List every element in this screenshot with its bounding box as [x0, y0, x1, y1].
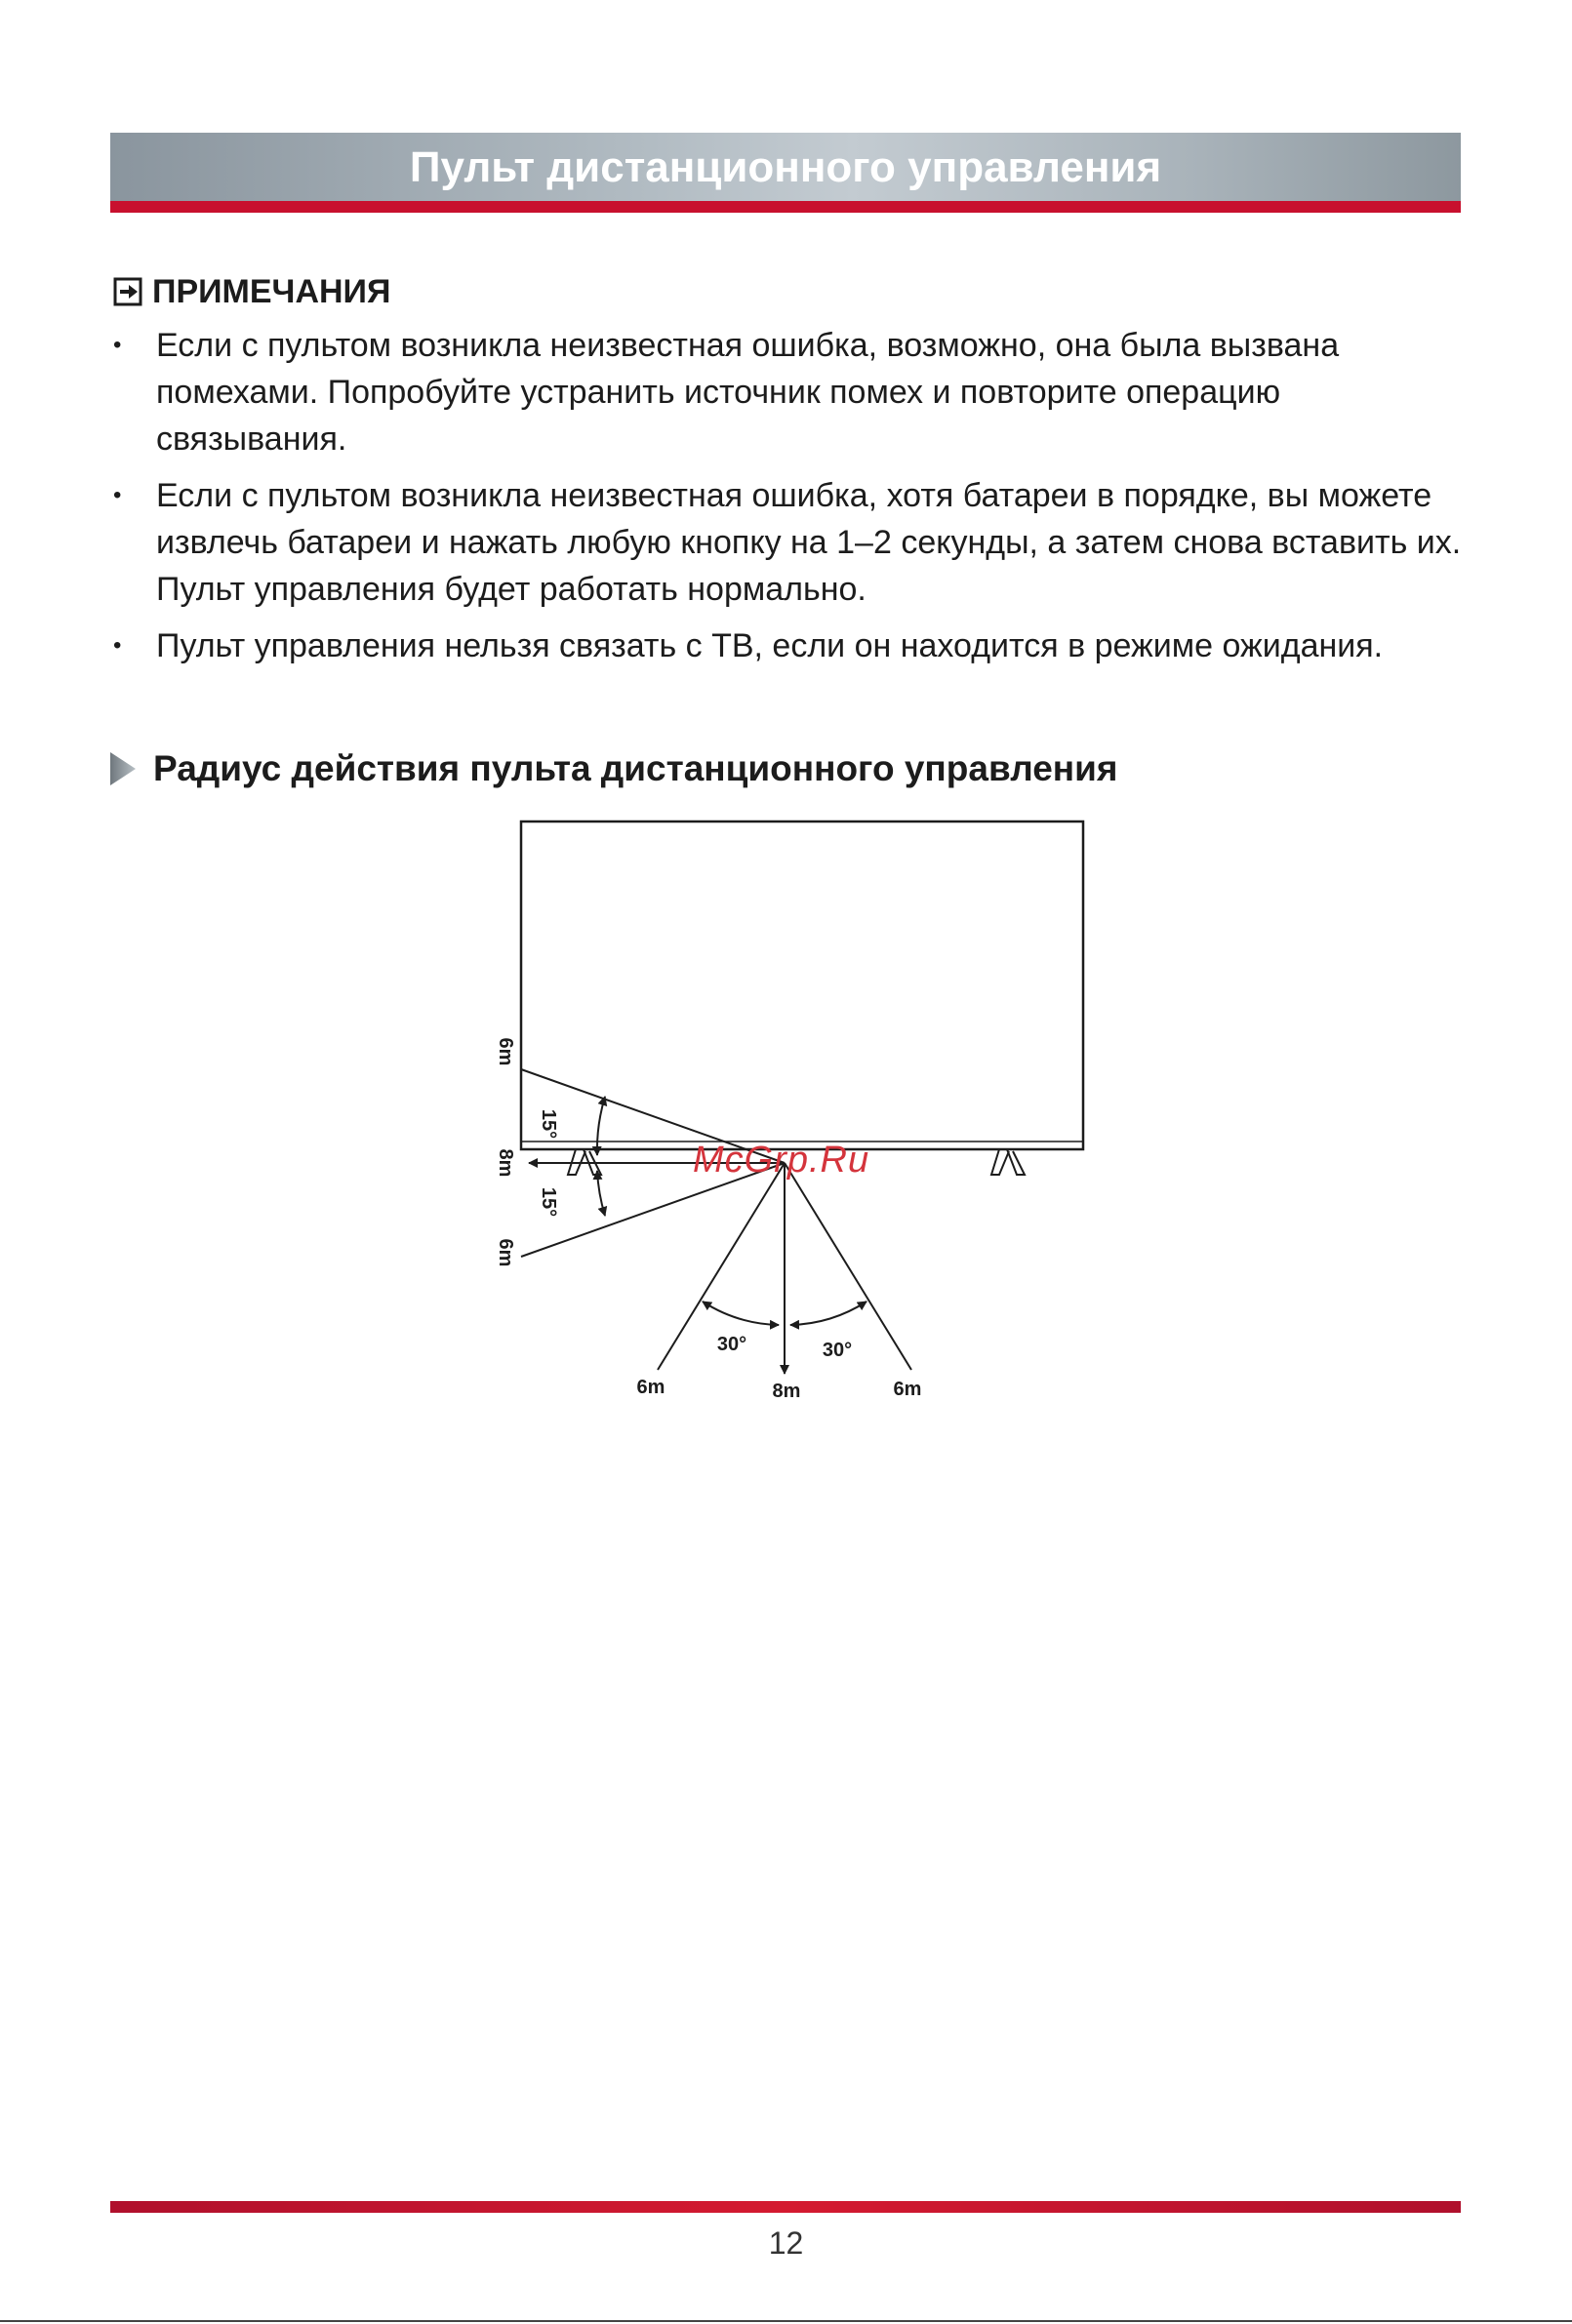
- bullet-dot-icon: •: [113, 332, 122, 358]
- remote-range-diagram: [478, 814, 1103, 1411]
- header-accent-stripe: [110, 201, 1461, 213]
- side-label-bottom: 6m: [495, 1238, 516, 1267]
- list-item: [113, 622, 1470, 669]
- bottom-label-center: 8m: [772, 1381, 801, 1402]
- page-title: Пульт дистанционного управления: [409, 143, 1162, 191]
- header-bar: [110, 133, 1461, 213]
- bottom-angle-right: 30°: [822, 1340, 853, 1361]
- side-label-top: 6m: [495, 1037, 516, 1066]
- watermark: McGrp.Ru: [693, 1140, 870, 1181]
- page-bottom-border: [0, 2320, 1572, 2322]
- bottom-label-left: 6m: [636, 1377, 665, 1398]
- note-text: Если с пультом возникла неизвестная ошибка, возможно, она была вызвана помехами. Попробуйте устранить источник помех и повторите операцию связывания.: [156, 327, 1340, 458]
- bullet-dot-icon: •: [113, 632, 122, 659]
- side-angle-lower: 15°: [538, 1186, 559, 1218]
- section-heading: [110, 748, 1118, 789]
- footer-rule: [110, 2201, 1461, 2213]
- bullet-dot-icon: •: [113, 482, 122, 508]
- notes-list: [113, 322, 1470, 679]
- list-item: [113, 322, 1470, 462]
- side-angle-upper: 15°: [538, 1108, 559, 1140]
- page-number: 12: [768, 2225, 804, 2261]
- side-label-middle: 8m: [495, 1148, 516, 1178]
- list-item: [113, 472, 1470, 613]
- triangle-bullet-icon: [110, 752, 136, 785]
- note-arrow-icon: [113, 277, 142, 306]
- bottom-angle-left: 30°: [716, 1334, 747, 1355]
- notes-heading: [113, 272, 390, 311]
- tv-stand-right: [991, 1149, 1025, 1175]
- section-title: Радиус действия пульта дистанционного управления: [153, 748, 1118, 788]
- notes-title: ПРИМЕЧАНИЯ: [152, 272, 391, 310]
- note-text: Пульт управления нельзя связать с ТВ, если он находится в режиме ожидания.: [156, 627, 1384, 664]
- note-text: Если с пультом возникла неизвестная ошибка, хотя батареи в порядке, вы можете извлечь батареи и нажать любую кнопку на 1–2 секунды, а затем снова вставить их. Пульт управления будет работать нормально.: [156, 477, 1462, 608]
- bottom-label-right: 6m: [893, 1379, 922, 1400]
